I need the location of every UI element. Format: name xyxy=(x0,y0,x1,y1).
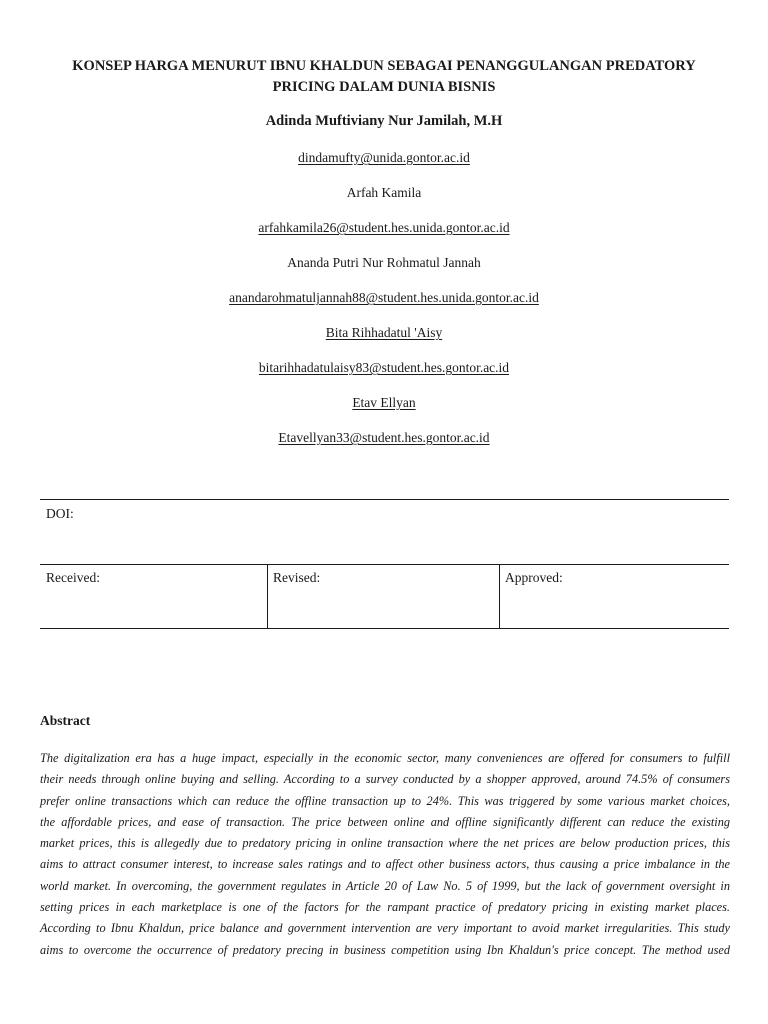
author-name: Arfah Kamila xyxy=(346,185,422,200)
title-line-2: PRICING DALAM DUNIA BISNIS xyxy=(272,79,496,95)
metadata-divider xyxy=(499,564,500,628)
title-line-1: KONSEP HARGA MENURUT IBNU KHALDUN SEBAGAI PENANGGULANGAN PREDATORY xyxy=(72,58,696,74)
doi-label: DOI: xyxy=(46,506,74,521)
author-email-link[interactable]: anandarohmatuljannah88@student.hes.unida.gontor.ac.id xyxy=(229,290,539,305)
author-email-link[interactable]: arfahkamila26@student.hes.unida.gontor.ac.id xyxy=(258,220,510,235)
abstract-line: their needs through online buying and selling. According to a survey conducted by a shopper approved, around 74.5% of consumers xyxy=(40,772,730,787)
metadata-top-rule xyxy=(40,499,729,500)
abstract-line: According to Ibnu Khaldun, price balance and government intervention are very important to avoid market irregularities. This study xyxy=(40,921,730,936)
paper-title xyxy=(30,56,738,98)
metadata-middle-rule xyxy=(40,564,729,565)
abstract-heading: Abstract xyxy=(40,713,91,728)
author-name-link[interactable]: Etav Ellyan xyxy=(352,395,416,410)
author-name-row xyxy=(0,395,768,411)
metadata-bottom-rule xyxy=(40,628,729,629)
abstract-line: world market. In overcoming, the government regulates in Article 20 of Law No. 5 of 1999, but the lack of government oversight in xyxy=(40,878,730,893)
author-email-row xyxy=(0,220,768,236)
abstract-line: prefer online transactions which can reduce the offline transaction up to 24%. This was triggered by some various market choices, xyxy=(40,793,730,808)
author-name-row xyxy=(0,185,768,201)
author-email-row xyxy=(0,430,768,446)
abstract-line: the affordable prices, and ease of transaction. The price between online and offline significantly different can reduce the existing xyxy=(40,814,730,829)
metadata-divider xyxy=(267,564,268,628)
author-email-link[interactable]: bitarihhadatulaisy83@student.hes.gontor.ac.id xyxy=(258,360,510,375)
abstract-text xyxy=(40,748,730,961)
main-author-email-link[interactable]: dindamufty@unida.gontor.ac.id xyxy=(298,150,470,165)
author-name-link[interactable]: Bita Rihhadatul 'Aisy xyxy=(325,325,443,340)
author-email-row xyxy=(0,290,768,306)
abstract-line: The digitalization era has a huge impact, especially in the economic sector, many conveniences are offered for consumers to fulfill xyxy=(40,751,730,765)
received-label: Received: xyxy=(46,570,100,585)
abstract-line: setting prices in each marketplace is one of the factors for the rampant practice of predatory pricing in existing market places. xyxy=(40,900,730,915)
approved-label: Approved: xyxy=(505,570,563,585)
author-name-row xyxy=(0,325,768,341)
revised-label: Revised: xyxy=(273,570,321,585)
abstract-line: market prices, this is allegedly due to predatory pricing in online transaction where the net prices are below production prices, this xyxy=(40,836,730,851)
author-name: Ananda Putri Nur Rohmatul Jannah xyxy=(287,255,481,270)
main-author-name: Adinda Muftiviany Nur Jamilah, M.H xyxy=(265,113,503,129)
author-email-row xyxy=(0,360,768,376)
author-email-link[interactable]: Etavellyan33@student.hes.gontor.ac.id xyxy=(278,430,490,445)
author-name-row xyxy=(0,255,768,271)
main-author-email-row xyxy=(0,150,768,166)
abstract-line: aims to attract consumer interest, to increase sales ratings and to affect other business actors, thus causing a price imbalance in the xyxy=(40,857,730,872)
abstract-line: aims to overcome the occurrence of predatory precing in business competition using Ibn Khaldun's price concept. The method used xyxy=(40,942,730,957)
